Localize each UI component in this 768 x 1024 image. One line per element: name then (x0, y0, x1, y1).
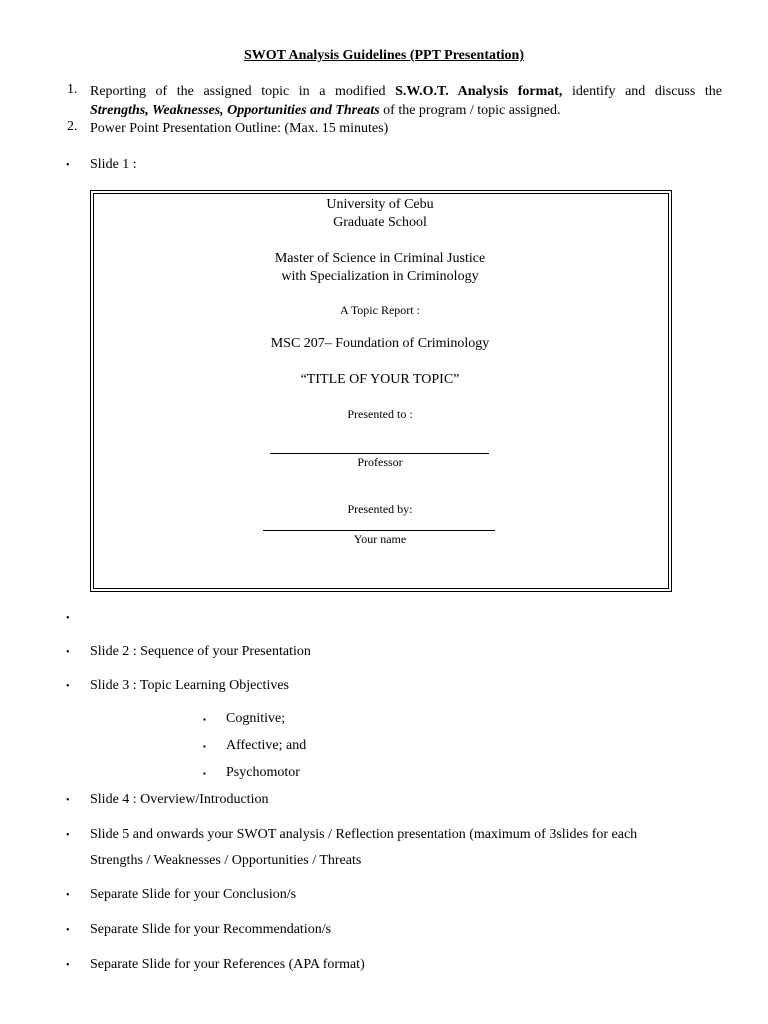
references-text: Separate Slide for your References (APA format) (90, 957, 365, 972)
bullet-icon: • (66, 960, 70, 971)
bullet-icon: • (66, 795, 70, 806)
bullet-icon: • (66, 681, 70, 692)
item-1-swot-format: S.W.O.T. Analysis format, (395, 84, 563, 99)
slide1-course: MSC 207– Foundation of Criminology (270, 336, 490, 351)
slide4-text: Slide 4 : Overview/Introduction (90, 792, 269, 807)
bullet-icon: • (66, 830, 70, 841)
slide1-topic-title: “TITLE OF YOUR TOPIC” (300, 372, 460, 387)
professor-signature-line (270, 453, 489, 454)
bullet-icon: • (66, 160, 70, 171)
name-signature-line (263, 530, 495, 531)
objective-affective: Affective; and (226, 738, 307, 753)
slide5-text-line2: Strengths / Weaknesses / Opportunities / Threats (90, 853, 362, 868)
square-bullet-icon: ▪ (203, 715, 206, 724)
item-1-text-c: identify and discuss the (562, 84, 722, 99)
conclusion-text: Separate Slide for your Conclusion/s (90, 887, 297, 902)
bullet-icon: • (66, 925, 70, 936)
slide1-label: Slide 1 : (90, 157, 137, 172)
recommendation-text: Separate Slide for your Recommendation/s (90, 922, 332, 937)
list-number-2: 2. (67, 119, 78, 134)
item-1-line-2 (90, 101, 722, 120)
slide1-program-line2: with Specialization in Criminology (281, 269, 479, 284)
item-1-text-e: of the program / topic assigned. (379, 103, 561, 118)
slide3-text: Slide 3 : Topic Learning Objectives (90, 678, 289, 693)
slide1-program-line1: Master of Science in Criminal Justice (274, 251, 486, 266)
slide1-presented-by: Presented by: (347, 502, 413, 516)
item-2-text: Power Point Presentation Outline: (Max. 15 minutes) (90, 121, 389, 136)
square-bullet-icon: ▪ (203, 742, 206, 751)
square-bullet-icon: ▪ (203, 769, 206, 778)
item-1-text-a: Reporting of the assigned topic in a modified (90, 84, 396, 99)
slide1-presented-to: Presented to : (347, 407, 413, 421)
bullet-icon: • (66, 890, 70, 901)
slide1-university: University of Cebu (326, 197, 434, 212)
slide1-your-name: Your name (353, 532, 407, 546)
slide1-professor: Professor (357, 455, 403, 469)
bullet-icon: • (66, 613, 70, 624)
objective-cognitive: Cognitive; (226, 711, 286, 726)
bullet-icon: • (66, 647, 70, 658)
slide5-text-line1: Slide 5 and onwards your SWOT analysis / Reflection presentation (maximum of 3slides for each (90, 827, 638, 842)
list-number-1: 1. (67, 82, 78, 97)
slide1-topic-report: A Topic Report : (340, 303, 420, 317)
item-1-swot-terms: Strengths, Weaknesses, Opportunities and Threats (90, 103, 380, 118)
slide1-school: Graduate School (333, 215, 427, 230)
slide2-text: Slide 2 : Sequence of your Presentation (90, 644, 311, 659)
item-1-line-1 (90, 82, 722, 101)
document-title: SWOT Analysis Guidelines (PPT Presentation) (243, 48, 525, 63)
objective-psychomotor: Psychomotor (226, 765, 300, 780)
